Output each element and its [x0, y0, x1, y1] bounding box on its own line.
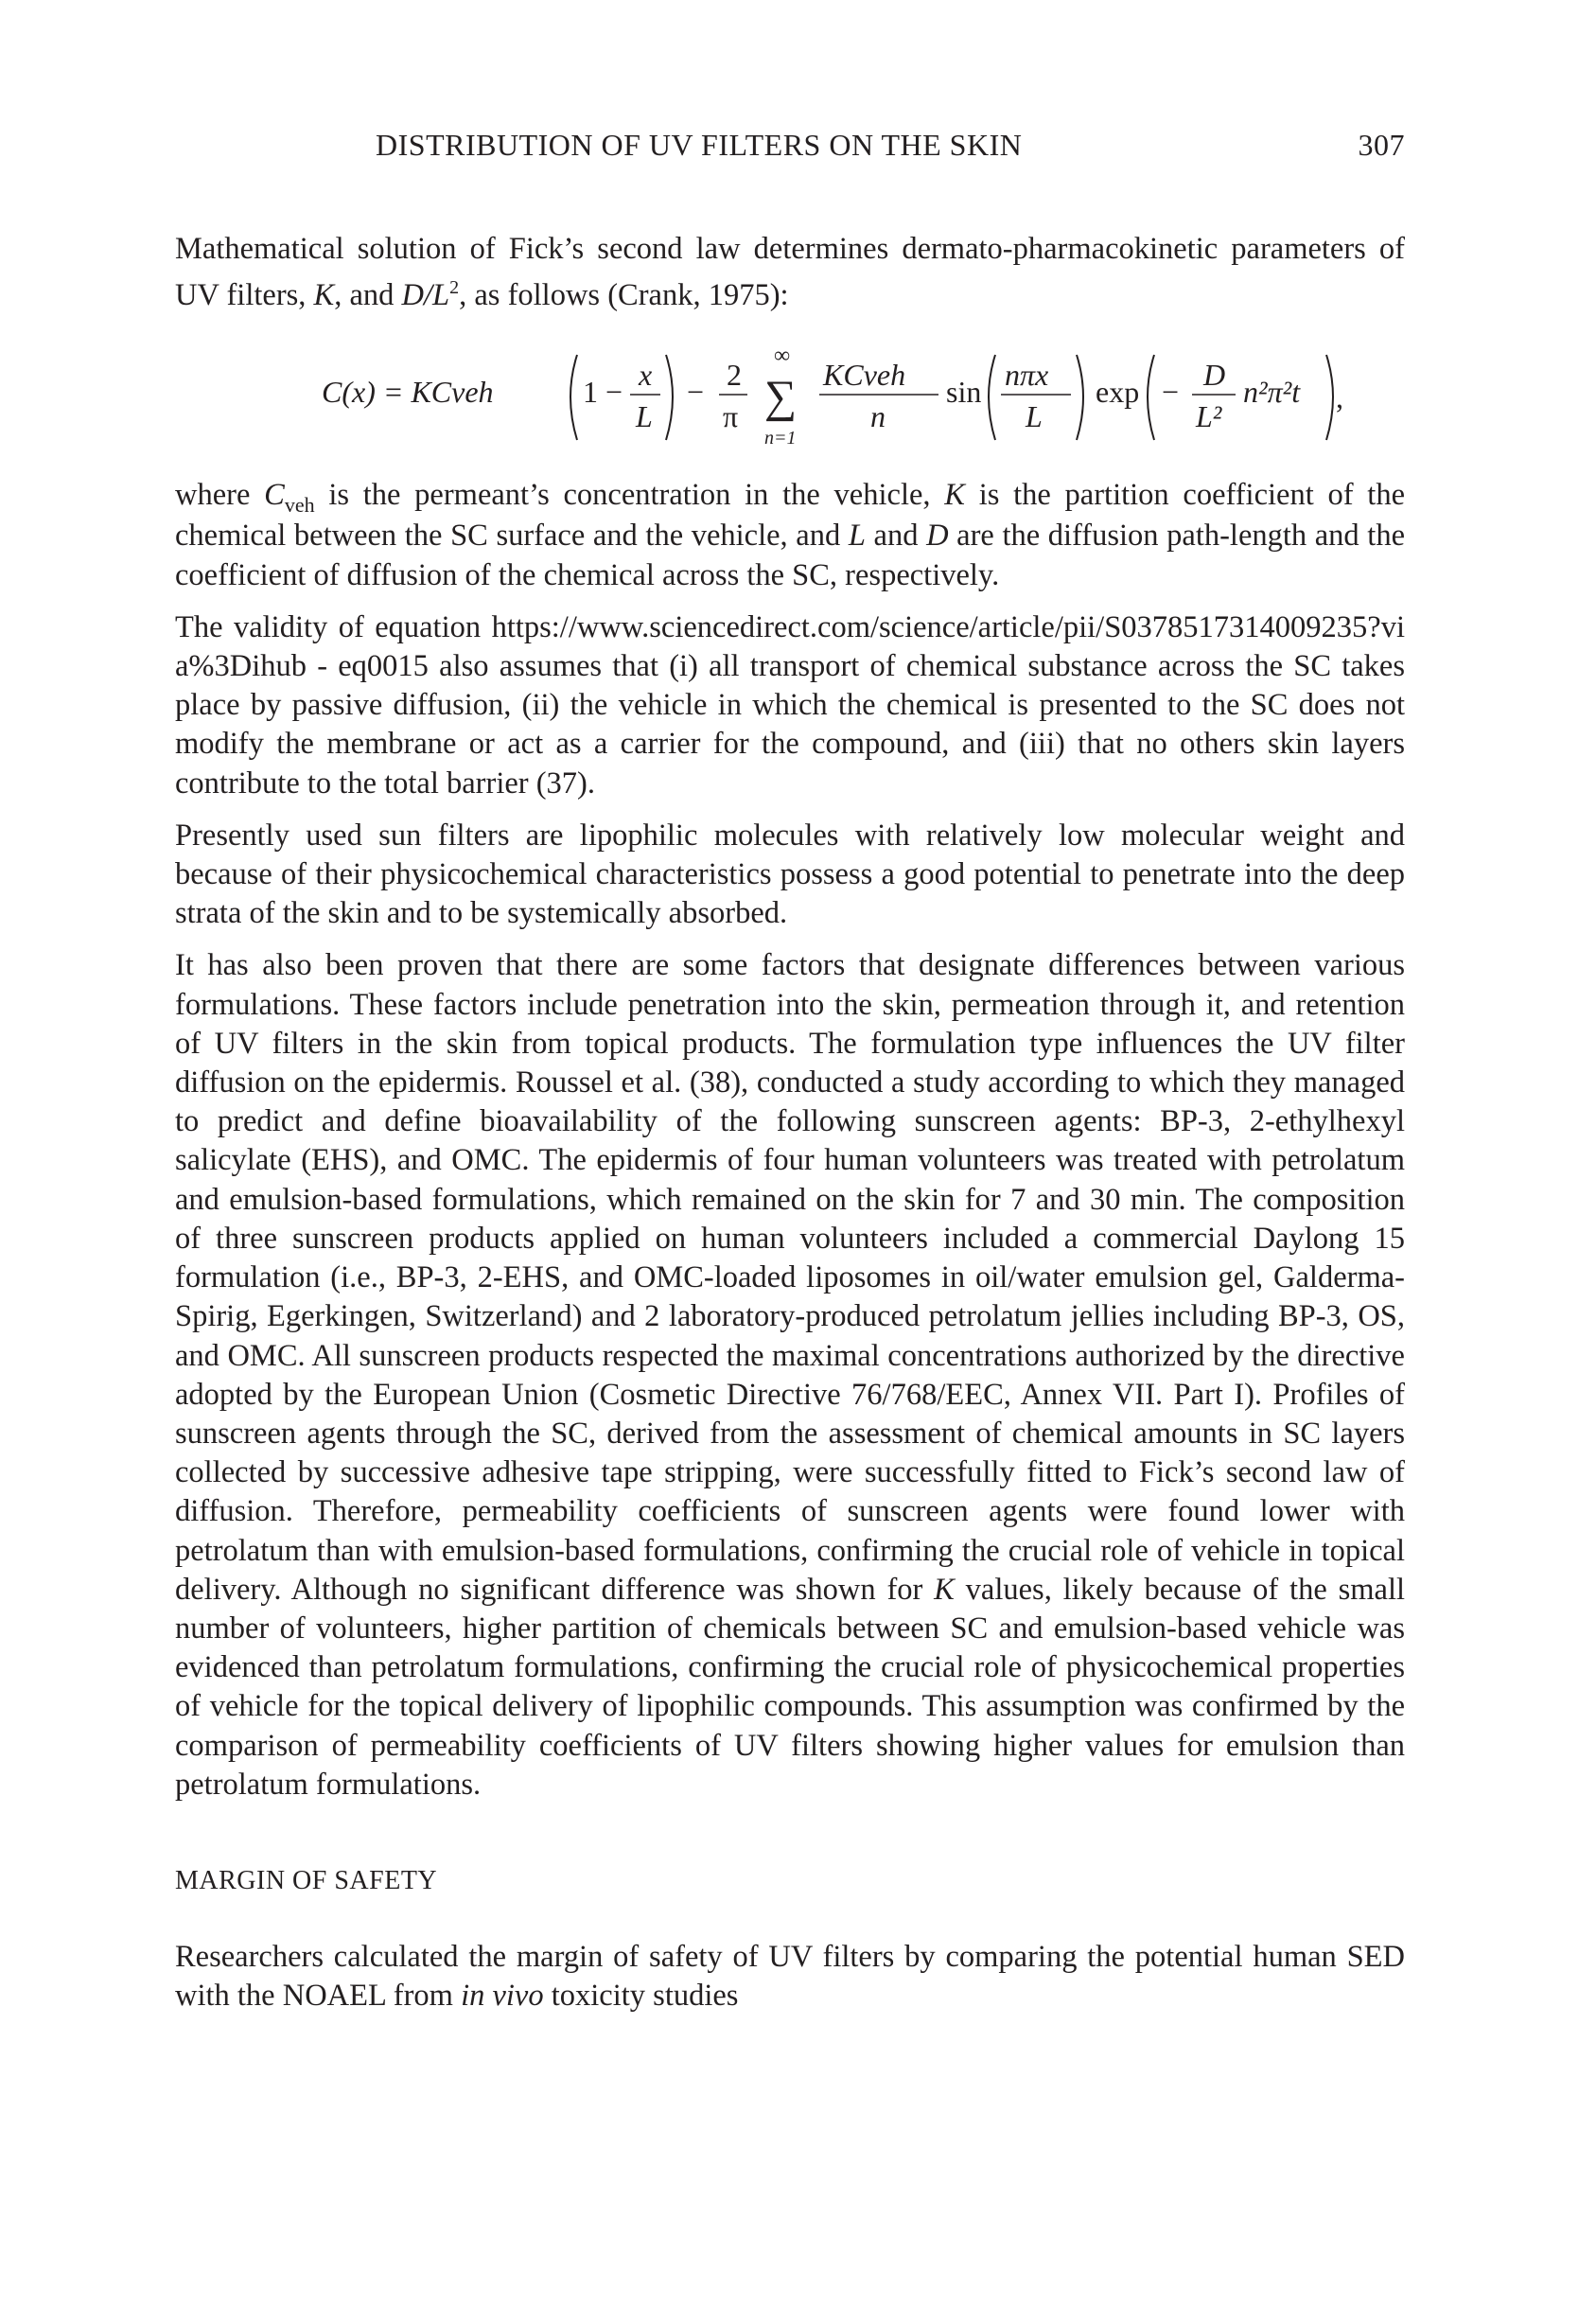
paragraph-intro: Mathematical solution of Fick’s second law determines dermato-pharmacokinetic parameters of UV filters, K, and $D/L^2$, as follows (Crank, 1975):: [175, 232, 1405, 313]
var-c-sub: veh: [284, 493, 315, 518]
eq-paren-open-1: [570, 355, 577, 440]
eq-sum-top: ∞: [774, 343, 791, 369]
eq-neg: −: [1162, 375, 1180, 410]
eq-frac3-den: n: [870, 399, 886, 434]
var-k: K: [313, 278, 335, 313]
eq-exp: exp: [1096, 375, 1140, 410]
eq-frac1-den: L: [636, 399, 653, 434]
eq-paren-open-3: [1148, 355, 1154, 440]
eq-paren-close-2: [1077, 355, 1083, 440]
eq-paren-close-3: [1326, 355, 1333, 440]
paragraph-margin-safety: Researchers calculated the margin of safety of UV filters by comparing the potential human SED with the NOAEL from in vivo toxicity studies: [175, 1940, 1405, 2014]
equation-link[interactable]: https://www.sciencedirect.com/science/article/pii/S0378517314009235?via%3Dihub - eq0015: [175, 609, 1405, 684]
eq-tail: n²π²t: [1243, 375, 1301, 410]
eq-lhs: C(x) = KCveh: [322, 375, 494, 410]
eq-frac4-num: nπx: [1005, 358, 1049, 393]
eq-frac5-den: L²: [1196, 399, 1222, 434]
paragraph-formulations: It has also been proven that there are some factors that designate differences between various formulations. These factors include penetration into the skin, permeation through it, and retention of UV filters in the skin from topical products. The formulation type influences the UV filter diffusion on the epidermis. Roussel et al. (38), conducted a study according to which they managed to predict and define bioavailability of the following sunscreen agents: BP-3, 2-ethylhexyl salicylate (EHS), and OMC. The epidermis of four human volunteers was treated with petrolatum and emulsion-based formulations, which remained on the skin for 7 and 30 min. The composition of three sunscreen products applied on human volunteers included a commercial Daylong 15 formulation (i.e., BP-3, 2-EHS, and OMC-loaded liposomes in oil/water emulsion gel, Galderma-Spirig, Egerkingen, Switzerland) and 2 laboratory-produced petrolatum jellies including BP-3, OS, and OMC. All sunscreen products respected the maximal concentrations authorized by the directive adopted by the European Union (Cosmetic Directive 76/768/EEC, Annex VII. Part I). Profiles of sunscreen agents through the SC, derived from the assessment of chemical amounts in SC layers collected by successive adhesive tape stripping, were successfully fitted to Fick’s second law of diffusion. Therefore, permeability coefficients of sunscreen agents were found lower with petrolatum than with emulsion-based formulations, confirming the crucial role of vehicle in topical delivery. Although no significant difference was shown for K values, likely because of the small number of volunteers, higher partition of chemicals between SC and emulsion-based vehicle was evidenced than petrolatum formulations, confirming the crucial role of physicochemical properties of vehicle for the topical delivery of lipophilic compounds. This assumption was confirmed by the comparison of permeability coefficients of UV filters showing higher values for emulsion than petrolatum formulations.: [175, 948, 1405, 1802]
eq-minus: −: [687, 375, 705, 410]
body-text: [175, 230, 1405, 2016]
equation-fick: [175, 328, 1405, 461]
eq-sin: sin: [946, 375, 982, 410]
eq-frac5-num: D: [1203, 358, 1226, 393]
var-c: C: [264, 478, 285, 513]
eq-frac2-num: 2: [727, 358, 742, 393]
eq-bracket1: 1 −: [583, 375, 623, 410]
running-header: [175, 128, 1405, 170]
page-number: 307: [1358, 128, 1405, 162]
paragraph-where: where $C_{veh}$ is the permeant’s concentration in the vehicle, K is the partition coefficient of the chemical between the SC surface and the vehicle, and L and D are the diffusion path-length and the coefficient of diffusion of the chemical across the SC, respectively.: [175, 478, 1405, 592]
var-dl: D/L: [401, 278, 450, 313]
eq-end: ,: [1336, 380, 1343, 415]
running-title: DISTRIBUTION OF UV FILTERS ON THE SKIN: [376, 128, 1023, 162]
eq-frac4-den: L: [1026, 399, 1043, 434]
eq-paren-open-2: [989, 355, 995, 440]
eq-sum-bottom: n=1: [764, 428, 797, 449]
paragraph-validity: The validity of equation https://www.sciencedirect.com/science/article/pii/S0378517314009235?via%3Dihub - eq0015 also assumes that (i) all transport of chemical substance across the SC takes place by passive diffusion, (ii) the vehicle in which the chemical is presented to the SC does not modify the membrane or act as a carrier for the compound, and (iii) that no others skin layers contribute to the total barrier (37).: [175, 609, 1406, 801]
paragraph-sun-filters: Presently used sun filters are lipophilic molecules with relatively low molecular weight and because of their physicochemical characteristics possess a good potential to penetrate into the deep strata of the skin and to be systemically absorbed.: [175, 818, 1405, 931]
section-heading: MARGIN OF SAFETY: [175, 1865, 438, 1895]
equation-svg: [322, 328, 1457, 461]
eq-paren-close-1: [666, 355, 673, 440]
eq-frac1-num: x: [639, 358, 653, 393]
eq-sum-symbol: ∑: [764, 372, 798, 423]
eq-frac3-num: KCveh: [823, 358, 906, 393]
eq-frac2-den: π: [723, 399, 739, 434]
